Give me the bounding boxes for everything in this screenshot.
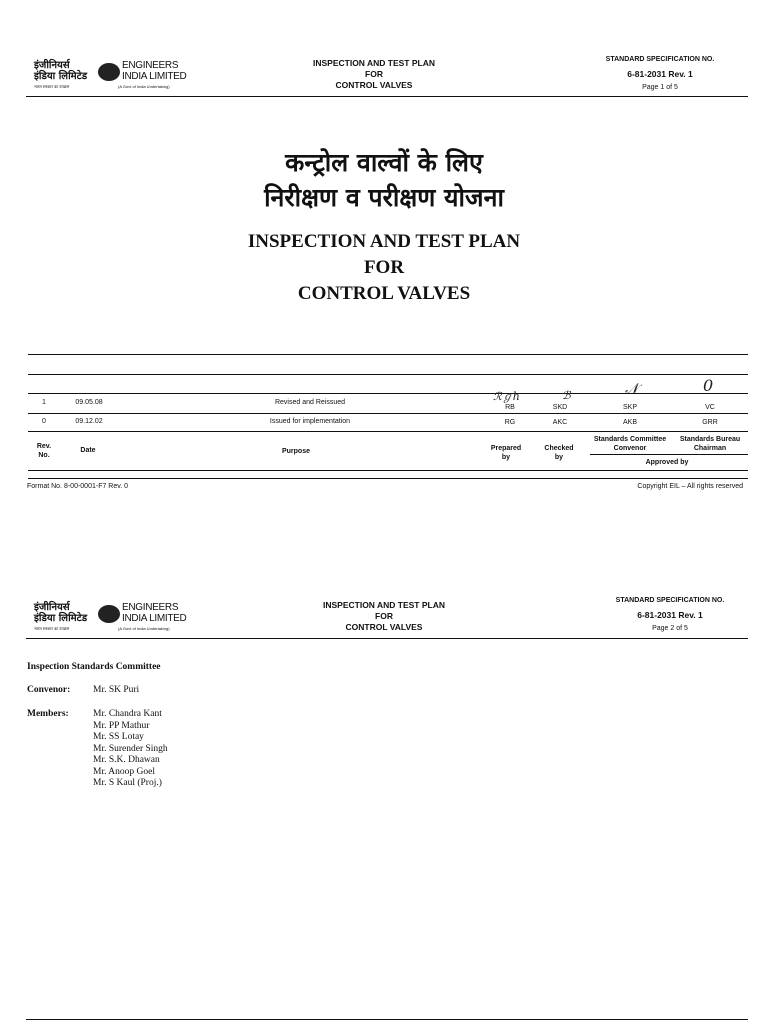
eil-logo xyxy=(34,60,194,100)
header-title: INSPECTION AND TEST PLAN FOR CONTROL VALVES xyxy=(313,58,435,90)
page-number: Page 2 of 5 xyxy=(652,625,688,632)
col-convenor: Standards Committee Convenor xyxy=(593,436,667,452)
col-chairman: Standards Bureau Chairman xyxy=(679,436,741,452)
rev-prepared: RB xyxy=(505,404,515,411)
rev-prepared: RG xyxy=(504,419,516,426)
list-item: Mr. PP Mathur xyxy=(93,720,150,731)
rev-purpose: Issued for implementation xyxy=(269,418,351,425)
rev-purpose: Revised and Reissued xyxy=(274,399,346,406)
col-checked: Checked by xyxy=(544,445,574,461)
header-title: INSPECTION AND TEST PLAN FOR CONTROL VALVES xyxy=(323,600,445,632)
signature-checked: ℬ xyxy=(562,389,571,402)
logo-hindi-tagline: भारत सरकार का उपक्रम xyxy=(34,84,70,89)
members-label: Members: xyxy=(27,709,69,719)
spec-number: 6-81-2031 Rev. 1 xyxy=(637,610,703,620)
convenor-label: Convenor: xyxy=(27,685,71,695)
convenor-name: Mr. SK Puri xyxy=(93,685,140,695)
signature-chairman: 0 xyxy=(703,376,714,395)
logo-hindi-tagline: भारत सरकार का उपक्रम xyxy=(34,626,70,631)
col-rev-no: Rev. No. xyxy=(36,443,52,459)
spec-number: 6-81-2031 Rev. 1 xyxy=(627,69,693,79)
hindi-title-line2: निरीक्षण व परीक्षण योजना xyxy=(264,183,504,212)
rev-chairman: VC xyxy=(705,404,715,411)
col-approved-by: Approved by xyxy=(645,459,689,466)
logo-english-tagline: (A Govt of India Undertaking) xyxy=(118,84,170,89)
rev-convenor: AKB xyxy=(622,419,637,426)
committee-title: Inspection Standards Committee xyxy=(27,662,161,672)
list-item: Mr. Surender Singh xyxy=(93,743,168,754)
logo-english-name: ENGINEERS INDIA LIMITED xyxy=(122,60,187,82)
list-item: Mr. SS Lotay xyxy=(93,732,144,742)
copyright-notice: Copyright EIL – All rights reserved xyxy=(637,483,743,490)
rev-no: 1 xyxy=(42,399,46,406)
header-rule xyxy=(26,96,748,97)
col-date: Date xyxy=(80,447,96,454)
table-rule xyxy=(28,413,748,414)
signature-prepared: ℛℊℎ xyxy=(493,390,520,403)
logo-english-name: ENGINEERS INDIA LIMITED xyxy=(122,602,187,624)
list-item: Mr. S Kaul (Proj.) xyxy=(93,778,162,788)
logo-english-tagline: (A Govt of India Undertaking) xyxy=(118,626,170,631)
rev-no: 0 xyxy=(42,418,46,425)
eil-logo xyxy=(34,602,194,642)
table-rule xyxy=(28,431,748,432)
table-rule xyxy=(28,470,748,471)
rev-convenor: SKP xyxy=(622,404,637,411)
table-rule xyxy=(28,478,748,479)
col-purpose: Purpose xyxy=(281,448,310,455)
logo-hindi-name: इंजीनियर्स इंडिया लिमिटेड xyxy=(34,602,88,624)
format-number: Format No. 8-00-0001-F7 Rev. 0 xyxy=(27,483,129,490)
hindi-title-line1: कन्ट्रोल वाल्वों के लिए xyxy=(285,148,483,177)
table-rule xyxy=(28,374,748,375)
table-rule xyxy=(28,354,748,355)
eil-emblem-icon xyxy=(98,605,120,623)
spec-block xyxy=(590,597,750,632)
members-list xyxy=(93,709,168,790)
table-rule xyxy=(590,454,748,455)
rev-date: 09.12.02 xyxy=(75,418,103,425)
footer-rule xyxy=(26,1019,748,1020)
list-item: Mr. Anoop Goel xyxy=(93,766,156,777)
spec-label: STANDARD SPECIFICATION NO. xyxy=(605,56,715,63)
rev-checked: SKD xyxy=(552,404,568,411)
table-rule xyxy=(28,393,748,394)
rev-date: 09.05.08 xyxy=(75,399,103,406)
eil-emblem-icon xyxy=(98,63,120,81)
spec-label: STANDARD SPECIFICATION NO. xyxy=(615,597,725,604)
rev-chairman: GRR xyxy=(702,419,718,426)
col-prepared: Prepared by xyxy=(490,445,522,461)
rev-checked: AKC xyxy=(552,419,568,426)
document-title: INSPECTION AND TEST PLAN FOR CONTROL VALVES xyxy=(247,231,521,304)
logo-hindi-name: इंजीनियर्स इंडिया लिमिटेड xyxy=(34,60,88,82)
list-item: Mr. S.K. Dhawan xyxy=(93,755,160,765)
spec-block xyxy=(580,56,740,91)
page-number: Page 1 of 5 xyxy=(642,84,678,91)
list-item: Mr. Chandra Kant xyxy=(93,709,162,719)
header-rule xyxy=(26,638,748,639)
signature-convenor: 𝒩 xyxy=(625,381,639,397)
